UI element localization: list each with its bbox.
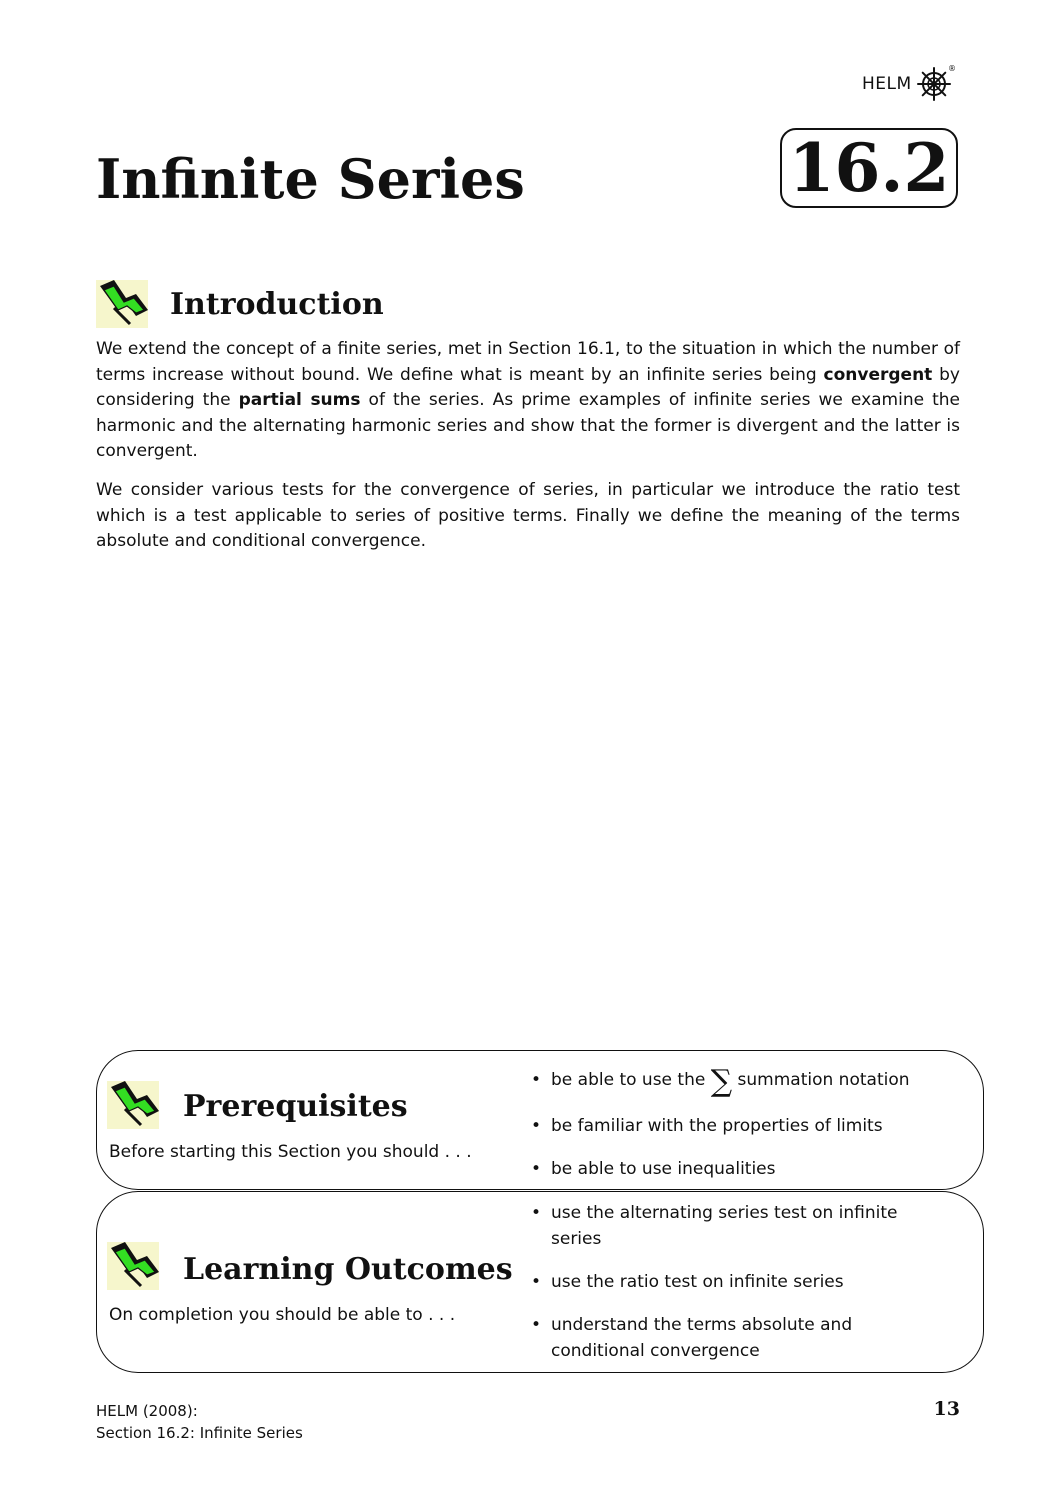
list-item: • understand the terms absolute and conditional convergence — [529, 1312, 949, 1364]
learning-outcomes-panel — [96, 1191, 984, 1373]
intro-paragraph-1: We extend the concept of a finite series, met in Section 16.1, to the situation in which the number of terms increase without bound. We define what is meant by an infinite series being convergent by considering the partial sums of the series. As prime examples of infinite series we examine the harmonic and the alternating harmonic series and show that the former is divergent and the latter is convergent. — [96, 339, 961, 461]
prerequisites-left — [97, 1051, 517, 1189]
helm-logo — [862, 64, 962, 104]
footer-citation — [96, 1400, 303, 1444]
lightning-arrow-icon — [107, 1238, 163, 1292]
footer-line-2: Section 16.2: Infinite Series — [96, 1424, 303, 1442]
list-item: • be able to use inequalities — [529, 1156, 959, 1182]
summation-symbol: ∑ — [710, 1064, 733, 1099]
term-convergent: convergent — [823, 364, 933, 385]
list-item: • be familiar with the properties of limits — [529, 1113, 959, 1139]
lightning-arrow-icon — [107, 1077, 163, 1131]
introduction-heading: Introduction — [170, 287, 384, 322]
page-title: Infinite Series — [96, 147, 525, 211]
logo-text: HELM — [862, 74, 912, 94]
footer-line-1: HELM (2008): — [96, 1402, 198, 1420]
prerequisites-panel — [96, 1050, 984, 1190]
learning-outcomes-heading: Learning Outcomes — [183, 1252, 513, 1287]
learning-outcomes-note: On completion you should be able to . . . — [109, 1305, 456, 1325]
helm-wheel-icon — [916, 66, 952, 102]
lightning-arrow-icon — [96, 276, 152, 330]
registered-mark: ® — [948, 64, 956, 73]
prerequisites-note: Before starting this Section you should . . . — [109, 1142, 472, 1162]
list-item: • use the ratio test on infinite series — [529, 1269, 949, 1295]
learning-outcomes-left — [97, 1192, 517, 1372]
prerequisites-heading: Prerequisites — [183, 1089, 408, 1124]
list-item: • be able to use the ∑ summation notation — [529, 1067, 959, 1093]
learning-outcomes-list — [529, 1200, 949, 1364]
prerequisites-list — [529, 1064, 959, 1182]
list-item: • use the alternating series test on infinite series — [529, 1200, 949, 1252]
term-partial-sums: partial sums — [238, 390, 361, 410]
page-number: 13 — [933, 1398, 960, 1420]
intro-paragraph-2: We consider various tests for the convergence of series, in particular we introduce the ratio test which is a test applicable to series of positive terms. Finally we define the meaning of the terms absolute and conditional convergence. — [96, 480, 960, 551]
section-number-badge: 16.2 — [780, 128, 958, 208]
